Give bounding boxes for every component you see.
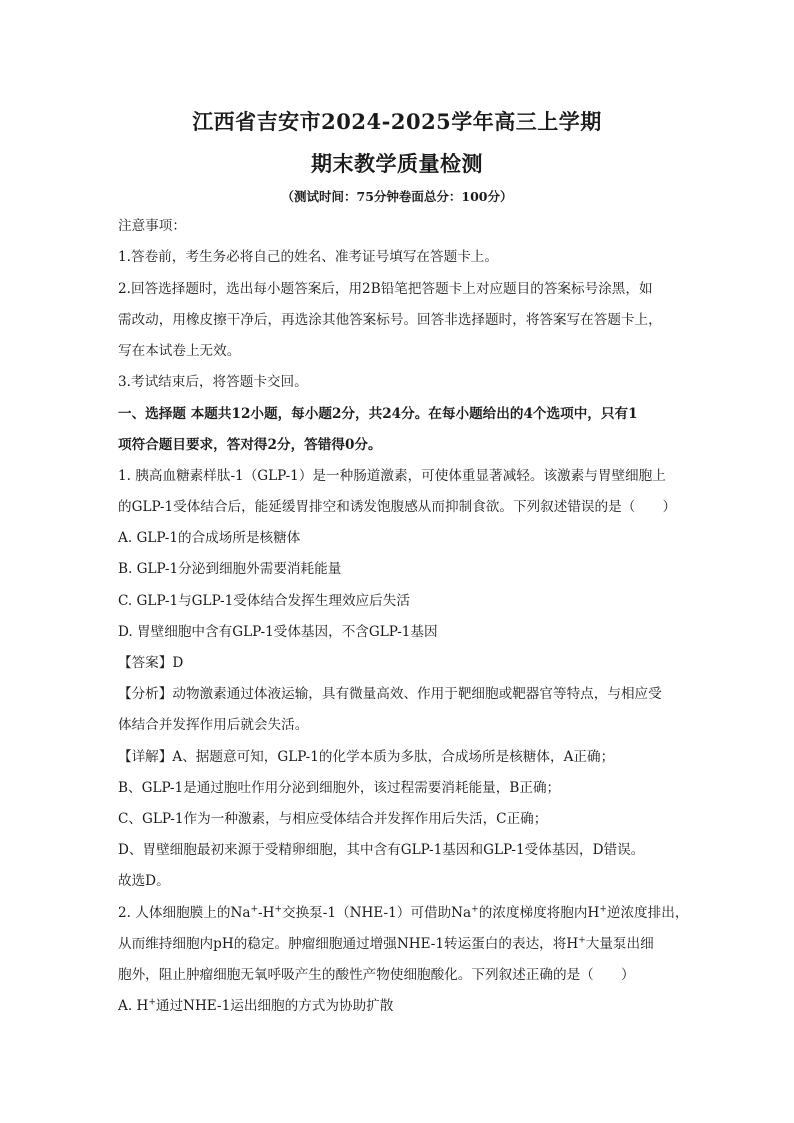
q1-stem-line2: 的GLP-1受体结合后，能延缓胃排空和诱发饱腹感从而抑制食欲。下列叙述错误的是（ ） [118, 499, 677, 515]
q1-detail-d: D、胃壁细胞最初来源于受精卵细胞，其中含有GLP-1基因和GLP-1受体基因，D错误。 [118, 842, 645, 858]
notice-item-3: 3.考试结束后，将答题卡交回。 [118, 374, 308, 390]
superscript-plus: + [250, 904, 258, 915]
notice-item-2-line2: 需改动，用橡皮擦干净后，再选涂其他答案标号。回答非选择题时，将答案写在答题卡上， [118, 312, 662, 328]
q1-detail-b: B、GLP-1是通过胞吐作用分泌到细胞外，该过程需要消耗能量，B正确； [118, 780, 561, 796]
q1-analysis-line1: 【分析】动物激素通过体液运输，具有微量高效、作用于靶细胞或靶器官等特点，与相应受 [118, 686, 662, 702]
document-title-line2: 期末教学质量检测 [311, 151, 483, 176]
q2-stem-line1 [118, 904, 688, 922]
q1-detail-a: 【详解】A、据题意可知，GLP-1的化学本质为多肽，合成场所是核糖体，A正确； [118, 749, 615, 765]
q2-option-a [118, 997, 393, 1015]
q2-stem-line1-text-3: 交换泵-1（NHE-1）可借助Na [282, 905, 472, 921]
q1-answer: 【答案】D [118, 655, 184, 671]
notice-item-2-line1: 2.回答选择题时，选出每小题答案后，用2B铅笔把答题卡上对应题目的答案标号涂黑，如 [118, 281, 653, 297]
q2-stem-line2-text-2: 大量泵出细 [585, 936, 654, 952]
superscript-plus: + [274, 904, 282, 915]
q1-option-a: A. GLP-1的合成场所是核糖体 [118, 530, 301, 546]
q2-stem-line1-text-2: -H [258, 905, 275, 921]
section-heading-line1: 一、选择题 本题共12小题，每小题2分，共24分。在每小题给出的4个选项中，只有1 [118, 406, 638, 422]
superscript-plus: + [578, 935, 586, 946]
q2-stem-line3: 胞外，阻止肿瘤细胞无氧呼吸产生的酸性产物使细胞酸化。下列叙述正确的是（ ） [118, 967, 635, 983]
q1-conclusion: 故选D。 [118, 873, 170, 889]
q2-option-a-text-2: 通过NHE-1运出细胞的方式为协助扩散 [155, 998, 394, 1014]
q2-stem-line1-text-4: 的浓度梯度将胞内H [478, 905, 600, 921]
notice-item-1: 1.答卷前，考生务必将自己的姓名、准考证号填写在答题卡上。 [118, 249, 498, 265]
q1-detail-c: C、GLP-1作为一种激素，与相应受体结合并发挥作用后失活，C正确； [118, 811, 548, 827]
q2-stem-line1-text-5: 逆浓度排出， [606, 905, 689, 921]
q1-option-d: D. 胃壁细胞中含有GLP-1受体基因，不含GLP-1基因 [118, 624, 438, 640]
exam-info: （测试时间：75分钟卷面总分：100分） [281, 189, 513, 204]
superscript-plus: + [148, 997, 156, 1008]
superscript-plus: + [599, 904, 607, 915]
notice-item-2-line3: 写在本试卷上无效。 [118, 343, 241, 359]
notice-heading: 注意事项： [118, 218, 186, 234]
q1-option-c: C. GLP-1与GLP-1受体结合发挥生理效应后失活 [118, 593, 410, 609]
q2-stem-line1-text-1: 2. 人体细胞膜上的Na [118, 905, 251, 921]
section-heading-line2: 项符合题目要求，答对得2分，答错得0分。 [118, 437, 382, 453]
q2-stem-line2-text-1: 从而维持细胞内pH的稳定。肿瘤细胞通过增强NHE-1转运蛋白的表达，将H [118, 936, 579, 952]
superscript-plus: + [471, 904, 479, 915]
q1-stem-line1: 1. 胰高血糖素样肽-1（GLP-1）是一种肠道激素，可使体重显著减轻。该激素与胃壁细胞上 [118, 468, 666, 484]
q2-stem-line2 [118, 935, 654, 953]
document-title-line1: 江西省吉安市2024-2025学年高三上学期 [192, 109, 602, 134]
q2-option-a-text-1: A. H [118, 998, 149, 1014]
q1-option-b: B. GLP-1分泌到细胞外需要消耗能量 [118, 561, 342, 577]
q1-analysis-line2: 体结合并发挥作用后就会失活。 [118, 717, 309, 733]
